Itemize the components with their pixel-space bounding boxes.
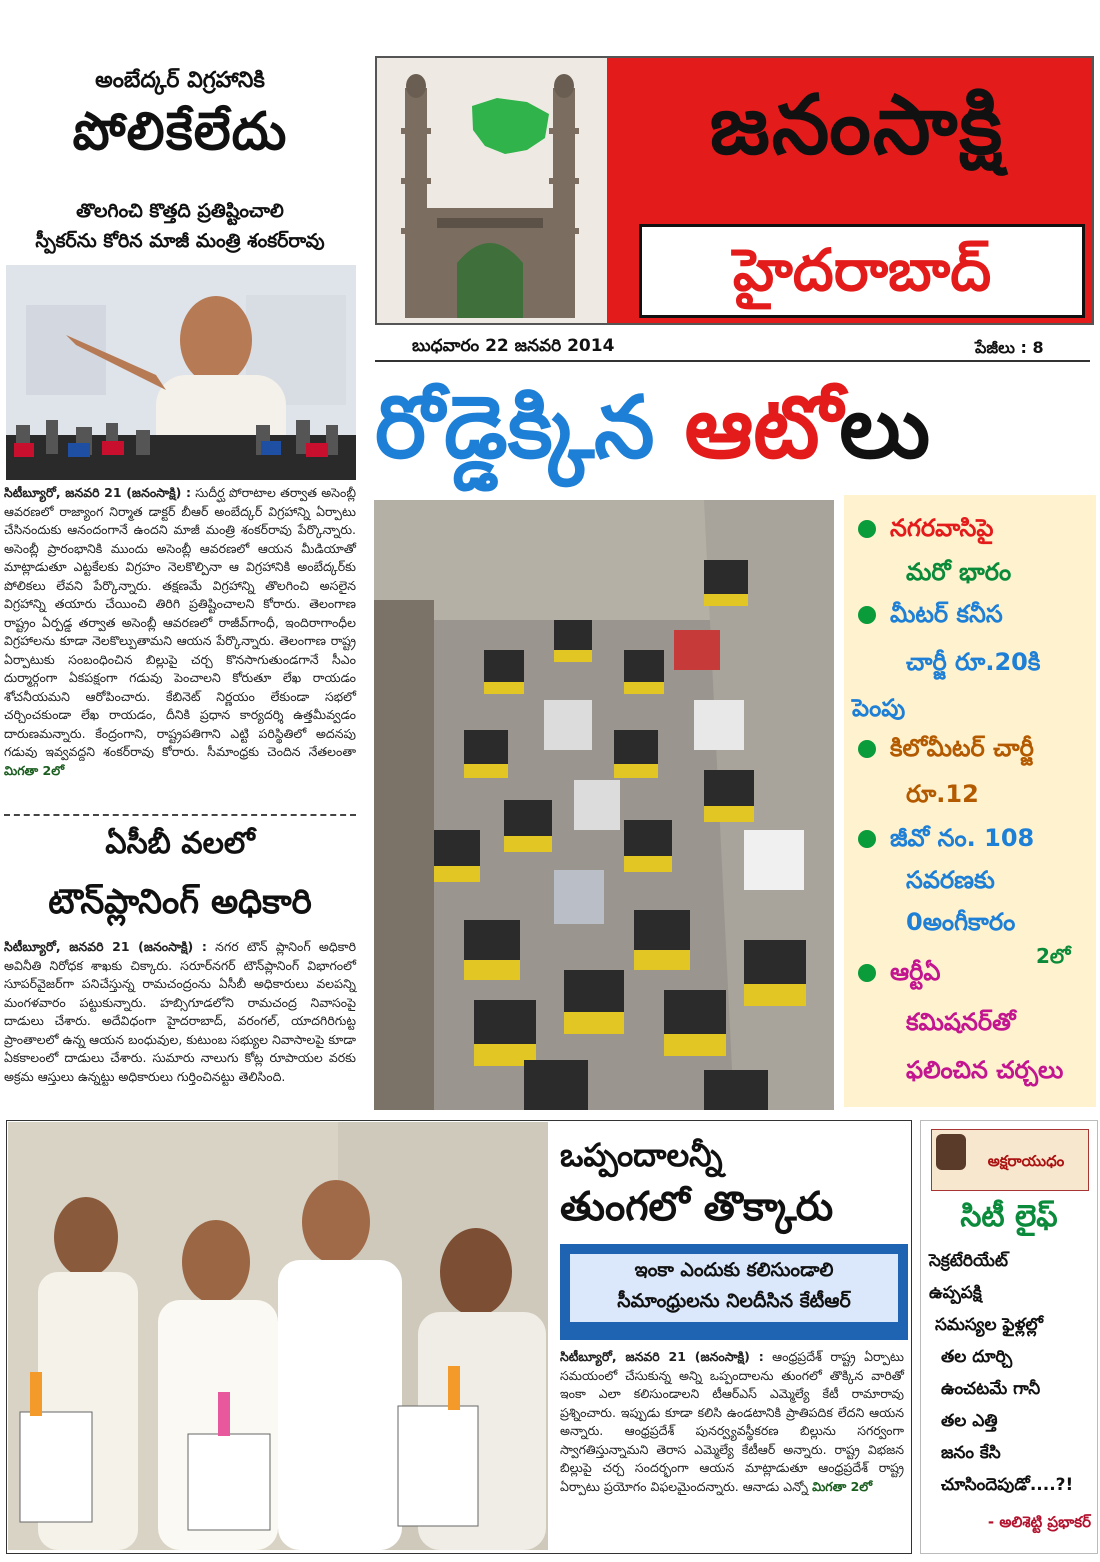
story-subhead-1: తొలగించి కొత్తది ప్రతిష్టించాలి — [76, 200, 284, 222]
acb-kicker: ఏసీబీ వలలో — [105, 826, 255, 861]
photo-ktr-press — [8, 1122, 548, 1550]
column-poem — [929, 1245, 1095, 1501]
agreements-continued: మిగతా 2లో — [812, 1478, 873, 1494]
bullet-4-line-1: జీవో నం. 108 — [858, 824, 1034, 858]
bullet-4-continued: 2లో — [1036, 944, 1071, 968]
column-author: - అలిశెట్టి ప్రభాకర్ — [987, 1513, 1091, 1531]
agreements-deck-box — [560, 1244, 908, 1340]
bullet-1-line-2: మరో భారం — [906, 558, 1012, 586]
column-badge-label: అక్షరాయుధం — [987, 1152, 1065, 1170]
poem-line: తల ఎత్తి — [941, 1411, 998, 1431]
story-continued: మిగతా 2లో — [4, 762, 65, 778]
agreements-deck-2: సీమాంధ్రులను నిలదీసిన కేటీఆర్ — [570, 1288, 898, 1322]
bullet-5-line-3: ఫలించిన చర్చలు — [906, 1056, 1064, 1084]
bullet-dot — [858, 964, 876, 982]
agreements-kicker: ఒప్పందాలన్నీ — [560, 1136, 723, 1174]
bullet-dot — [858, 830, 876, 848]
lead-headline-part1: రోడ్డెక్కిన — [375, 378, 655, 478]
poem-line: ఉప్పపక్షి — [929, 1283, 982, 1303]
city-life-column — [920, 1120, 1098, 1554]
agreements-dateline: సిటీబ్యూరో, జనవరి 21 (జనంసాక్షి) : — [560, 1349, 764, 1364]
page-count: పేజీలు : 8 — [975, 338, 1044, 357]
agreements-body-text: ఆంధ్రప్రదేశ్ రాష్ట్ర ఏర్పాటు సమయంలో చేసుకున్న అన్ని ఒప్పందాలను తుంగలో తొక్కిన వారితో ఇంకా ఎలా కలిసుండాలని టీఆర్ఎస్ ఎమ్మెల్యే కేటీ రామారావు ప్రశ్నించారు. ఇప్పుడు కూడా కలిసి ఉండటానికి ప్రాతిపదిక లేదని ఆయన అన్నారు. ఆంధ్రప్రదేశ్ పునర్వ్యవస్థీకరణ బిల్లును సగర్వంగా స్వాగతిస్తున్నామని తెరాస ఎమ్మెల్యే కేటీఆర్ అన్నారు. రాష్ట్ర విభజన బిల్లుపై చర్చ సందర్భంగా ఆయన మాట్లాడుతూ ఆంధ్రప్రదేశ్ రాష్ట్ర ఏర్పాటు ప్రయోగం విఫలమైందన్నారు. ఆనాడు ఎన్నో — [560, 1349, 905, 1494]
masthead-title: జనంసాక్షి — [709, 78, 1005, 173]
poem-line: తల దూర్చి — [941, 1347, 1013, 1367]
columnist-avatar — [936, 1134, 966, 1170]
acb-body-text: నగర టౌన్ ప్లానింగ్ అధికారి అవినీతి నిరోధక శాఖకు చిక్కారు. సరూర్‌నగర్ టౌన్‌ప్లానింగ్ విభాగంలో సూపర్‌వైజర్‌గా పనిచేస్తున్న రామచంద్రంను ఏసీబీ అధికారులు వలపన్ని మంగళవారం పట్టుకున్నారు. హబ్సిగూడలోని రామచంద్ర నివాసంపై దాడులు చేశారు. అదేవిధంగా హైదరాబాద్, వరంగల్, యాదగిరిగుట్ట ప్రాంతాలలో ఉన్న ఆయన బంధువుల, కుటుంబ సభ్యుల నివాసాలపై కూడా ఏకకాలంలో దాడులు చేశారు. సుమారు నాలుగు కోట్ల రూపాయల వరకు అక్రమ ఆస్తులు ఉన్నట్టు అధికారులు గుర్తించినట్టు తెలిసింది. — [4, 939, 356, 1084]
story-ambedkar-body — [4, 484, 356, 804]
agreements-headline: తుంగలో తొక్కారు — [560, 1184, 834, 1230]
column-title: సిటీ లైఫ్ — [960, 1199, 1058, 1234]
bullet-dot — [858, 740, 876, 758]
bullet-5-line-2: కమిషనర్‌తో — [906, 1008, 1016, 1036]
agreements-deck-1: ఇంకా ఎందుకు కలిసుండాలి — [570, 1254, 898, 1288]
bullet-4-line-3: 0అంగీకారం — [906, 908, 1016, 936]
bullet-2-line-1: మీటర్ కనీస — [858, 600, 1003, 634]
acb-headline: టౌన్‌ప్లానింగ్ అధికారి — [48, 882, 312, 922]
poem-line: ఉంచటమే గానీ — [941, 1379, 1041, 1399]
story-headline: పోలికేలేదు — [72, 102, 288, 162]
lead-headline-part2: ఆటో — [684, 378, 840, 478]
bullet-5-line-1: ఆర్టీఏ — [858, 958, 940, 992]
bullet-2-line-2: చార్జీ రూ.20కి — [906, 648, 1041, 676]
photo-shankar-rao — [6, 265, 356, 480]
bullet-3-line-2: రూ.12 — [906, 780, 979, 808]
charminar-illustration — [377, 58, 607, 323]
lead-headline — [375, 368, 1090, 488]
acb-body — [4, 938, 356, 1118]
acb-dateline: సిటీబ్యూరో, జనవరి 21 (జనంసాక్షి) : — [4, 939, 207, 954]
bullet-1-line-1: నగరవాసిపై — [858, 514, 993, 548]
masthead-edition — [639, 224, 1085, 318]
poem-line: సెక్రటేరియేట్ — [929, 1251, 1008, 1271]
bullet-3-line-1: కిలోమీటర్ చార్జీ — [858, 734, 1034, 768]
date-line: బుధవారం 22 జనవరి 2014 — [412, 336, 615, 356]
story-body-text: సుదీర్ఘ పోరాటాల తర్వాత అసెంబ్లీ ఆవరణలో రాజ్యాంగ నిర్మాత డాక్టర్ బీఆర్ అంబేద్కర్ విగ్రహాన్ని ఏర్పాటు చేసినందుకు ఆనందంగానే ఉందని మాజీ మంత్రి శంకర్‌రావు పేర్కొన్నారు. అసెంబ్లీ ప్రారంభానికి ముందు అసెంబ్లీ ఆవరణలో ఆయన మీడియాతో మాట్లాడుతూ ఎట్టకేలకు విగ్రహం నెలకొల్పినా ఆ విగ్రహానికి అంబేద్కర్‌కు పోలికలు లేవని పేర్కొన్నారు. తక్షణమే విగ్రహాన్ని తొలగించి అసలైన విగ్రహాన్ని తయారు చేయించి తిరిగి ప్రతిష్టించాలని కోరారు. తెలంగాణ రాష్ట్రం ఏర్పడ్డ తర్వాత అసెంబ్లీ ఆవరణలో రాజీవ్‌గాంధీ, ఇందిరాగాంధీల విగ్రహాలను కూడా నెలకొల్పుతామని ఆయన పేర్కొన్నారు. తెలంగాణ రాష్ట్ర ఏర్పాటుకు సంబంధించిన బిల్లుపై చర్చ కొనసాగుతుండగానే సీఎం దుర్మార్గంగా ఏకపక్షంగా గడువు పెంచాలని కోరుతూ లేఖ రాయడం శోచనీయమని ఆరోపించారు. కేబినెట్ నిర్ణయం లేకుండా సభలో చర్చించకుండా లేఖ రాయడం, దీనికి ప్రధాన కార్యదర్శి ఉత్తమీవ్వడం దారుణమన్నారు. కేంద్రంగాని, రాష్ట్రపతిగాని ఎట్టి పరిస్థితిలో అదనపు గడువు ఇవ్వవద్దని శంకర్‌రావు కోరారు. సీమాంధ్రకు చెందిన నేతలంతా — [4, 485, 357, 759]
rule — [375, 360, 1090, 362]
photo-auto-traffic — [374, 500, 834, 1110]
poem-line: జనం కేసి — [941, 1443, 1001, 1463]
bullet-dot — [858, 520, 876, 538]
bullet-2-line-3: పెంపు — [852, 694, 906, 722]
poem-line: చూసిందెపుడో....?! — [941, 1475, 1074, 1495]
story-kicker: అంబేద్కర్ విగ్రహానికి — [95, 68, 265, 93]
story-subhead-2: స్పీకర్‌ను కోరిన మాజీ మంత్రి శంకర్‌రావు — [35, 230, 325, 252]
column-badge — [931, 1129, 1089, 1191]
agreements-body — [560, 1348, 904, 1548]
story-dateline: సిటీబ్యూరో, జనవరి 21 (జనంసాక్షి) : — [4, 485, 191, 500]
bullet-4-line-2: సవరణకు — [906, 866, 995, 894]
divider — [4, 814, 356, 816]
poem-line: సమస్యల ఫైళ్లల్లో — [935, 1315, 1043, 1335]
lead-headline-part3: లు — [839, 378, 931, 478]
edition-label: హైదరాబాద్ — [732, 236, 992, 304]
bullet-dot — [858, 606, 876, 624]
masthead — [375, 56, 1094, 325]
